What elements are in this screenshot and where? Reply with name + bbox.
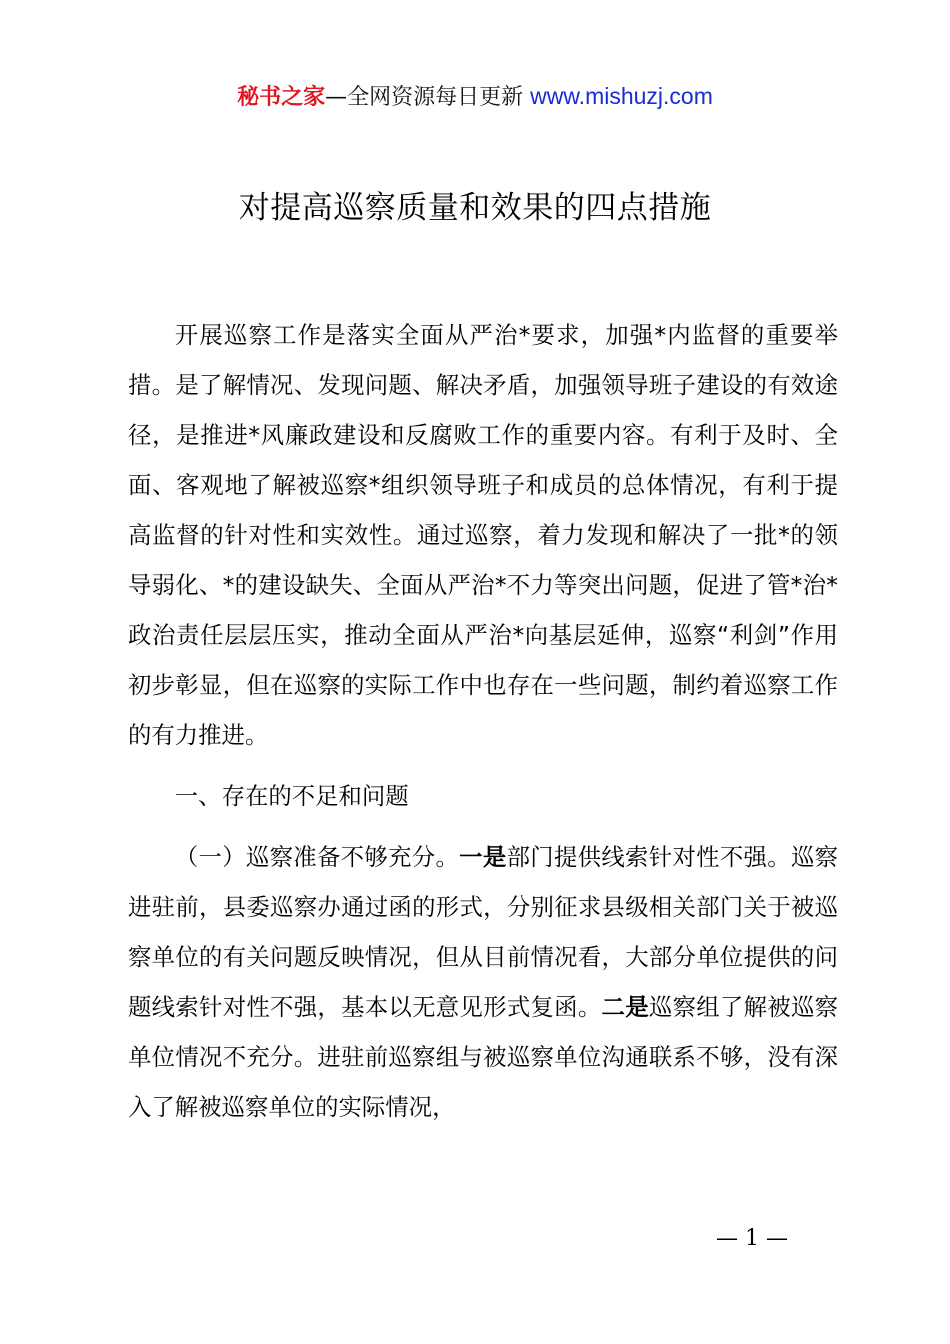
document-title: 对提高巡察质量和效果的四点措施 <box>238 190 712 226</box>
subsection-lead: （一）巡察准备不够充分。 <box>174 843 460 871</box>
banner-slogan: —全网资源每日更新 <box>325 85 524 110</box>
subsection-paragraph <box>128 832 838 1132</box>
intro-paragraph: 开展巡察工作是落实全面从严治*要求，加强*内监督的重要举措。是了解情况、发现问题、解决矛盾，加强领导班子建设的有效途径，是推进*风廉政建设和反腐败工作的重要内容。有利于及时、全面、客观地了解被巡察*组织领导班子和成员的总体情况，有利于提高监督的针对性和实效性。通过巡察，着力发现和解决了一批*的领导弱化、*的建设缺失、全面从严治*不力等突出问题，促进了管*治*政治责任层层压实，推动全面从严治*向基层延伸，巡察“利剑”作用初步彰显，但在巡察的实际工作中也存在一些问题，制约着巡察工作的有力推进。 <box>128 321 838 749</box>
point-two-label: 二是 <box>601 993 649 1021</box>
point-two-text: 巡察组了解被巡察单位情况不充分。进驻前巡察组与被巡察单位沟通联系不够，没有深入了解被巡察单位的实际情况， <box>128 993 839 1121</box>
section-heading: 一、存在的不足和问题 <box>174 782 409 810</box>
site-banner <box>0 80 950 114</box>
document-body <box>128 310 838 1132</box>
point-one-label: 一是 <box>459 843 507 871</box>
site-url-link[interactable]: www.mishuzj.com <box>530 83 713 109</box>
page-number: — 1 — <box>716 1226 788 1251</box>
point-one-text: 部门提供线索针对性不强。巡察进驻前，县委巡察办通过函的形式，分别征求县级相关部门关于被巡察单位的有关问题反映情况，但从目前情况看，大部分单位提供的问题线索针对性不强，基本以无意见形式复函。 <box>128 843 839 1021</box>
brand-name: 秘书之家 <box>237 85 326 110</box>
